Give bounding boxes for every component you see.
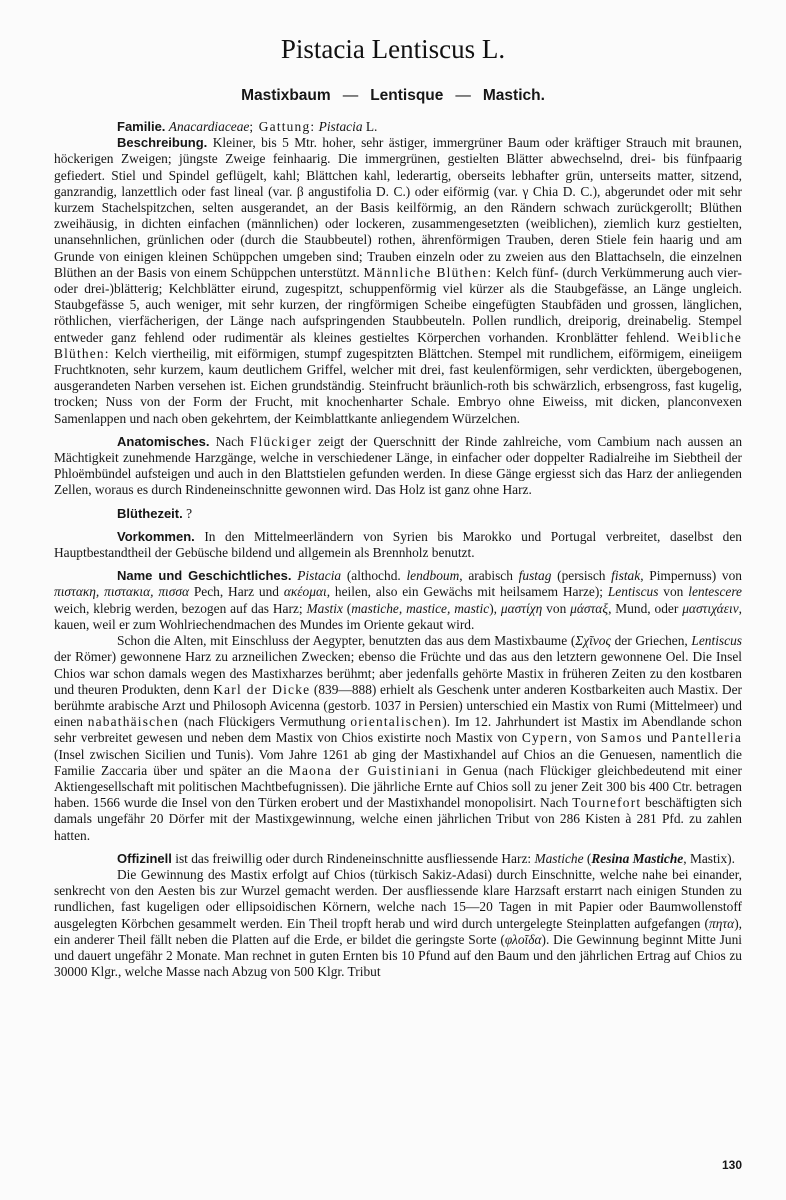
heading-familie: Familie. [117,119,166,134]
text-run: der Griechen, [610,633,692,649]
text-run: in Genua (nach Flückiger gleichbedeutend mit einer Aktiengesellschaft mit politischen Machtbefugnissen). Die jährliche Ernte auf Chios soll zu jener Zeit 300 bis 400 Ctr. betragen haben. 1566 wurde die Insel von den Türken erobert und der Mastixhandel monopolisirt. Nach [54,762,742,811]
italic-term: μαστιχάειν [682,600,739,616]
anatomisches-text-a: Nach [215,433,244,449]
text-run: ( [342,600,352,616]
drug-name-end: , Mastix). [683,850,735,866]
section-bluethezeit [54,506,742,522]
text-run: , arabisch [459,568,519,584]
female-flowers-label: Weibliche Blüthen: [54,329,742,361]
genus-name: Pistacia [318,119,363,134]
text-run: ). Im 12. Jahrhundert ist Mastix im Abendlande schon sehr verbreitet gewesen und neben dem Mastix von Chios existirte noch Mastix von [54,714,742,746]
section-offizinell [54,851,742,867]
italic-term: Lentiscus [691,633,742,649]
text-run: (althochd. [341,568,407,584]
genus-author: L. [362,119,378,134]
history-text [54,633,742,844]
drug-name: Mastiche [534,850,584,866]
text-run: , kauen, weil er zum Wohlriechendmachen des Mundes im Oriente gekaut wird. [54,600,743,632]
dash-separator: — [342,87,359,104]
anatomisches-text-b: zeigt der Querschnitt der Rinde zahlreiche, vom Cambium nach aussen an Mächtigkeit zunehmende Harzgänge, welche in verschiedener Länge, in einfacher oder doppelter Radialreihe im Siebtheil der Phloëmbündel aufsteigen und auch in den Blattstielen gefunden werden. In diese Gänge ergiesst sich das Harz der anliegenden Zellen, woraus es durch Rindeneinschnitte gewonnen wird. Das Holz ist ganz ohne Harz. [54,433,743,498]
text-run: und [642,730,672,746]
common-name-english: Mastich. [482,87,545,104]
section-vorkommen [54,529,742,561]
page-title: Pistacia Lentiscus L. [280,34,506,64]
text-run: Die Gewinnung des Mastix erfolgt auf Chios (türkisch Sakiz-Adasi) durch Einschnitte, welche nahe bei einander, senkrecht von den Aesten bis zur Wurzel gemacht werden. Der ausfliessende klare Harzsaft erstarrt nach einigen Stunden zu rundlichen, fast kugeligen oder ellipsoidischen Körnern, welche nach 15—20 Tagen in mit Papier oder Baumwollenstoff ausgelegten Körbchen gesammelt werden. Ein Theil tropft herab und wird durch untergelegte Steinplatten aufgefangen ( [54,866,742,931]
section-anatomisches [54,434,742,499]
common-name-french: Lentisque [370,87,444,104]
genus-label: ; Gattung: [249,119,316,134]
heading-vorkommen: Vorkommen. [117,528,195,544]
text-run: Schon die Alten, mit Einschluss der Aegypter, benutzten das aus dem Mastixbaume ( [117,633,576,649]
harvest-text [54,867,742,980]
spaced-name: Karl der Dicke [213,681,311,697]
italic-term: ακέομαι [283,584,327,600]
spaced-name: Tournefort [572,795,642,811]
spaced-name: Maona der Guistiniani [288,762,441,778]
female-flowers-text: Kelch viertheilig, mit eiförmigen, stumpf zugespitzten Blättchen. Stempel mit rundlichem, eiförmigem, eineiigem Fruchtknoten, sehr kurzem, kaum deutlichem Griffel, welcher mit drei, fast keulenförmigen, sehr verdickten, übergebogenen, ausgerandeten Narben versehen ist. Eichen grundständig. Steinfrucht bräunlich-roth bis schwärzlich, erbsengross, fast kugelig, trocken; Nuss von der Form der Frucht, mit knochenharter Schale. Embryo ohne Eiweiss, mit dicken, planconvexen Samenlappen und nach oben gekehrtem, der Keimblattkante anliegendem Würzelchen. [54,345,742,426]
italic-term: μαστίχη [500,600,543,616]
text-run: (nach Flückigers Vermuthung [179,714,351,730]
italic-term: Mastix [306,600,343,616]
spaced-name: nabathäischen [87,714,180,730]
section-familie [54,119,742,135]
heading-bluethezeit: Blüthezeit. [117,505,183,521]
drug-name-latin: Resina Mastiche [591,850,684,866]
italic-term: φλοῖδα [504,931,542,947]
text-run: (839—888) erhielt als Geschenk unter anderen Kostbarkeiten auch Mastix. Der berühmte arabische Arzt und Philosoph Avicenna (gestorb. 1037 in Persien) unterschied ein Mastix von Rumi (Mittelmeer) und einen [54,681,742,730]
text-run: ). Die Gewinnung beginnt Mitte Juni und dauert ungefähr 2 Monate. Man rechnet in guten Ernten bis 10 Pfund auf den Baum und den jährlichen Ertrag auf Chios zu 30000 Klgr., welche Masse nach Abzug von 500 Klgr. Tribut [54,931,742,980]
italic-term: μάσταξ [570,600,609,616]
text-run: , von [568,730,601,746]
italic-term: πητα [709,915,735,931]
heading-name-geschichte: Name und Geschichtliches. [117,568,292,584]
vorkommen-text: In den Mittelmeerländern von Syrien bis Marokko und Portugal verbreitet, daselbst den Hauptbestandtheil der Gebüsche bildend und allgemein als Brennholz benutzt. [54,528,742,561]
dash-separator: — [455,87,471,104]
text-body [54,119,742,980]
text-run: ), [489,600,501,616]
spaced-name: orientalischen [350,714,443,730]
spaced-name: Cypern [521,730,569,746]
spaced-name: Pantelleria [671,730,742,746]
text-run: , heilen, also ein Gewächs mit heilsamem Harze); [326,584,608,600]
text-run: , Pimpernuss) von [640,568,742,584]
italic-term: fustag [518,568,552,584]
male-flowers-text: Kelch fünf- (durch Verkümmerung auch vier- oder drei-)blätterig; Kelchblätter eirund, zugespitzt, schuppenförmig viel kürzer als die Staubgefässe, an Länge ungleich. Staubgefässe 5, auch weniger, mit sehr kurzen, der ringförmigen Scheibe eingefügten Staubfäden und grossen, länglichen, röthlichen, vierfächerigen, der Länge nach aufspringenden Staubbeuteln. Pollen rundlich, dreiporig, dreinabelig. Stempel entweder ganz fehlend oder rudimentär als kleines gestieltes Körperchen vorhanden. Kronblätter fehlend. [54,264,742,345]
person-flueckiger: Flückiger [249,433,313,449]
family-name: Anacardiaceae [168,119,250,134]
section-beschreibung [54,135,742,427]
beschreibung-text: Kleiner, bis 5 Mtr. hoher, sehr ästiger, immergrüner Baum oder kräftiger Strauch mit braunen, höckerigen Zweigen; jüngste Zweige feinhaarig. Die immergrünen, gestielten Blätter abwechselnd, drei- bis fünfpaarig gefiedert. Stiel und Spindel geflügelt, kahl; Blättchen kahl, lederartig, oberseits lebhafter grün, unterseits matter, sitzend, ganzrandig, lanzettlich oder fast lineal (var. β angustifolia D. C.) oder eiförmig (var. γ Chia D. C.), abgerundet oder mit sehr kurzem Stachelspitzchen, selten ausgerandet, an der Basis keilförmig, an den Rändern schwach zurückgerollt; Blüthen zweihäusig, in dichten einfachen (männlichen) oder lockeren, zusammengesetzten (weiblichen), ziemlich kurz gestielten, unansehnlichen, grünlichen oder (durch die Staubbeutel) rothen, ährenförmigen Trauben, deren Stiele fein haarig und am Grunde von einigen kleinen Schüppchen umgeben sind; Trauben einzeln oder zu zweien aus den Blattachseln, die einzelnen Blüthen an der Basis von einem Schüppchen unterstützt. [54,135,742,280]
offizinell-text: ist das freiwillig oder durch Rindeneinschnitte ausfliessende Harz: [171,850,535,866]
italic-term: Pistacia [297,568,342,584]
section-name-geschichte [54,568,742,633]
italic-term: πιστακη, πιστακια, πισσα [54,584,189,600]
text-run: (Insel zwischen Sicilien und Tunis). Vom Jahre 1261 ab ging der Mastixhandel auf Chios an die Genuesen, namentlich die Familie Zaccaria über und später an die [54,746,742,778]
drug-name-paren: ( [583,850,592,866]
text-run: der Römer) gewonnene Harz zu arzneilichen Zwecken; ebenso die Früchte und das aus den letztern gewonnene Oel. Die Insel Chios war schon damals wegen des Mastixharzes berühmt; aber jedenfalls gehörte Mastix in früheren Zeiten zu den kostbaren und theuren Produkten, denn [54,649,742,697]
bluethezeit-text: ? [186,505,193,521]
heading-beschreibung: Beschreibung. [117,135,208,151]
text-run: von [658,584,689,600]
text-run: Pech, Harz und [189,584,284,600]
male-flowers-label: Männliche Blüthen: [363,264,493,280]
italic-term: fistak [611,568,641,584]
common-name-german: Mastixbaum [241,87,331,104]
italic-term: mastiche, mastice, mastic [351,600,490,616]
text-run: ), ein anderer Theil fällt neben die Platten auf die Erde, er bildet die geringste Sorte ( [54,915,742,947]
text-run: beschäftigten sich damals ungefähr 20 Dörfer mit der Mastixgewinnung, welche einen jährlichen Tribut von 286 Kisten à 281 Pfd. zu zahlen hatten. [54,795,743,843]
common-names [0,86,786,106]
heading-offizinell: Offizinell [117,850,172,866]
spaced-name: Samos [600,730,643,746]
text-run: weich, klebrig werden, bezogen auf das Harz; [54,600,307,616]
text-run: (persisch [551,568,612,584]
heading-anatomisches: Anatomisches. [117,433,210,449]
page-number: 130 [721,1158,742,1172]
italic-term: lentescere [688,584,742,600]
italic-term: lendboum [406,568,460,584]
italic-term: Σχῖνος [575,633,611,649]
italic-term: Lentiscus [607,584,659,600]
text-run: , Mund, oder [608,600,683,616]
text-run: von [542,600,571,616]
